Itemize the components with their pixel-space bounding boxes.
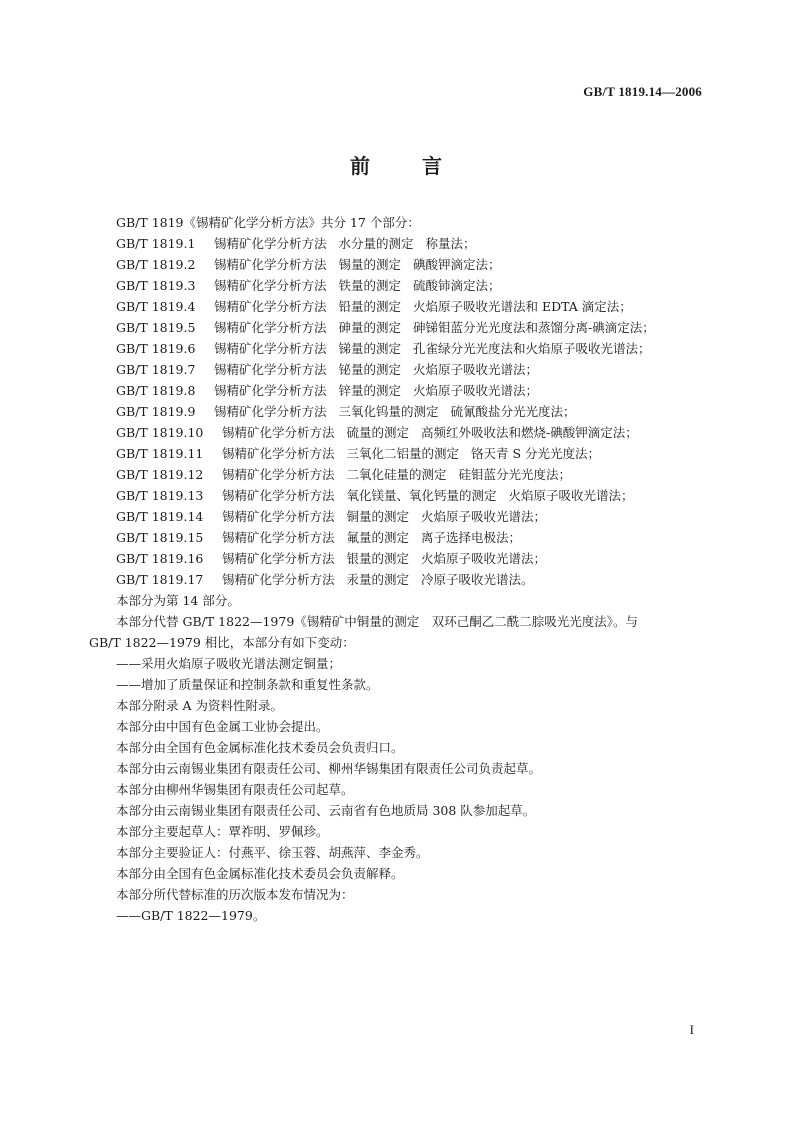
part-series-name: 锡精矿化学分析方法 xyxy=(222,488,335,503)
part-row xyxy=(89,275,709,296)
part-item: 水分量的测定 xyxy=(338,236,414,251)
part-row xyxy=(89,359,709,380)
part-item: 铁量的测定 xyxy=(338,278,402,293)
paragraph: 本部分由云南锡业集团有限责任公司、柳州华锡集团有限责任公司负责起草。 xyxy=(116,761,542,776)
part-series-name: 锡精矿化学分析方法 xyxy=(214,362,327,377)
part-item: 三氧化二铝量的测定 xyxy=(346,446,460,461)
paragraph: 本部分由全国有色金属标准化技术委员会负责归口。 xyxy=(116,740,404,755)
part-row xyxy=(89,443,709,464)
part-standard-number: GB/T 1819.9 xyxy=(116,404,196,419)
paragraph: 本部分为第 14 部分。 xyxy=(116,593,240,608)
part-row xyxy=(89,548,709,569)
part-row xyxy=(89,485,709,506)
part-standard-number: GB/T 1819.14 xyxy=(116,509,204,524)
part-standard-number: GB/T 1819.1 xyxy=(116,236,196,251)
part-standard-number: GB/T 1819.5 xyxy=(116,320,196,335)
history-item: ——GB/T 1822—1979。 xyxy=(116,908,266,923)
part-series-name: 锡精矿化学分析方法 xyxy=(222,446,335,461)
paragraph: 本部分附录 A 为资料性附录。 xyxy=(116,698,283,713)
part-method: 硫酸铈滴定法； xyxy=(413,278,501,293)
part-method: 火焰原子吸收光谱法； xyxy=(421,509,547,524)
part-series-name: 锡精矿化学分析方法 xyxy=(222,530,335,545)
part-row xyxy=(89,464,709,485)
part-standard-number: GB/T 1819.16 xyxy=(116,551,204,566)
page-title xyxy=(0,150,794,179)
part-method: 冷原子吸收光谱法。 xyxy=(421,572,534,587)
part-series-name: 锡精矿化学分析方法 xyxy=(214,404,327,419)
part-item: 砷量的测定 xyxy=(338,320,402,335)
part-item: 汞量的测定 xyxy=(346,572,410,587)
part-standard-number: GB/T 1819.2 xyxy=(116,257,196,272)
part-item: 氟量的测定 xyxy=(346,530,410,545)
part-method: 离子选择电极法； xyxy=(421,530,522,545)
paragraph: 本部分由云南锡业集团有限责任公司、云南省有色地质局 308 队参加起草。 xyxy=(116,803,536,818)
standard-number: GB/T 1819.14—2006 xyxy=(583,84,702,99)
part-method: 孔雀绿分光光度法和火焰原子吸收光谱法； xyxy=(413,341,651,356)
paragraph-continuation: GB/T 1822—1979 相比，本部分有如下变动： xyxy=(89,635,355,650)
part-series-name: 锡精矿化学分析方法 xyxy=(222,425,335,440)
part-method: 铬天青 S 分光光度法； xyxy=(471,446,601,461)
part-series-name: 锡精矿化学分析方法 xyxy=(222,467,335,482)
part-method: 硫氰酸盐分光光度法； xyxy=(450,404,576,419)
part-standard-number: GB/T 1819.4 xyxy=(116,299,196,314)
part-row xyxy=(89,380,709,401)
part-series-name: 锡精矿化学分析方法 xyxy=(222,509,335,524)
part-standard-number: GB/T 1819.3 xyxy=(116,278,196,293)
part-standard-number: GB/T 1819.15 xyxy=(116,530,204,545)
part-standard-number: GB/T 1819.13 xyxy=(116,488,204,503)
part-item: 氧化镁量、氧化钙量的测定 xyxy=(346,488,497,503)
document-body xyxy=(89,212,709,926)
change-item: ——采用火焰原子吸收光谱法测定铜量； xyxy=(116,656,342,671)
part-item: 铜量的测定 xyxy=(346,509,410,524)
part-row xyxy=(89,233,709,254)
paragraph: 本部分主要验证人：付燕平、徐玉蓉、胡燕萍、李金秀。 xyxy=(116,845,429,860)
part-standard-number: GB/T 1819.12 xyxy=(116,467,204,482)
part-method: 砷锑钼蓝分光光度法和蒸馏分离-碘滴定法； xyxy=(413,320,655,335)
part-series-name: 锡精矿化学分析方法 xyxy=(214,383,327,398)
part-method: 火焰原子吸收光谱法； xyxy=(413,383,539,398)
title-char-2: 言 xyxy=(422,154,444,178)
part-item: 三氧化钨量的测定 xyxy=(338,404,439,419)
change-item: ——增加了质量保证和控制条款和重复性条款。 xyxy=(116,677,379,692)
parts-list xyxy=(89,233,709,590)
part-series-name: 锡精矿化学分析方法 xyxy=(214,299,327,314)
part-series-name: 锡精矿化学分析方法 xyxy=(222,551,335,566)
part-standard-number: GB/T 1819.11 xyxy=(116,446,204,461)
intro-line: GB/T 1819《锡精矿化学分析方法》共分 17 个部分： xyxy=(116,215,420,230)
part-standard-number: GB/T 1819.10 xyxy=(116,425,204,440)
part-method: 碘酸钾滴定法； xyxy=(413,257,501,272)
paragraph: 本部分主要起草人：覃祚明、罗佩珍。 xyxy=(116,824,329,839)
part-item: 二氧化硅量的测定 xyxy=(346,467,447,482)
part-method: 火焰原子吸收光谱法和 EDTA 滴定法； xyxy=(413,299,632,314)
part-series-name: 锡精矿化学分析方法 xyxy=(214,278,327,293)
part-row xyxy=(89,527,709,548)
part-row xyxy=(89,296,709,317)
part-method: 高频红外吸收法和燃烧-碘酸钾滴定法； xyxy=(421,425,638,440)
part-item: 锡量的测定 xyxy=(338,257,402,272)
part-method: 称量法； xyxy=(425,236,476,251)
part-item: 铅量的测定 xyxy=(338,299,402,314)
part-standard-number: GB/T 1819.17 xyxy=(116,572,204,587)
part-method: 硅钼蓝分光光度法； xyxy=(458,467,572,482)
part-standard-number: GB/T 1819.6 xyxy=(116,341,196,356)
paragraph: 本部分代替 GB/T 1822—1979《锡精矿中铜量的测定 双环己酮乙二酰二腙吸光光度法》。与 xyxy=(116,614,639,629)
part-row xyxy=(89,422,709,443)
part-row xyxy=(89,254,709,275)
part-series-name: 锡精矿化学分析方法 xyxy=(214,236,327,251)
part-method: 火焰原子吸收光谱法； xyxy=(421,551,547,566)
part-series-name: 锡精矿化学分析方法 xyxy=(222,572,335,587)
part-row xyxy=(89,401,709,422)
paragraph: 本部分由柳州华锡集团有限责任公司起草。 xyxy=(116,782,354,797)
part-row xyxy=(89,569,709,590)
part-item: 锌量的测定 xyxy=(338,383,402,398)
page-number: I xyxy=(689,1022,694,1037)
part-series-name: 锡精矿化学分析方法 xyxy=(214,257,327,272)
part-row xyxy=(89,338,709,359)
paragraph: 本部分所代替标准的历次版本发布情况为： xyxy=(116,887,354,902)
part-item: 银量的测定 xyxy=(346,551,410,566)
part-standard-number: GB/T 1819.7 xyxy=(116,362,196,377)
part-method: 火焰原子吸收光谱法； xyxy=(413,362,539,377)
part-item: 硫量的测定 xyxy=(346,425,410,440)
title-char-1: 前 xyxy=(350,154,372,178)
part-method: 火焰原子吸收光谱法； xyxy=(508,488,634,503)
part-item: 铋量的测定 xyxy=(338,362,402,377)
part-series-name: 锡精矿化学分析方法 xyxy=(214,320,327,335)
part-item: 锑量的测定 xyxy=(338,341,402,356)
part-standard-number: GB/T 1819.8 xyxy=(116,383,196,398)
part-row xyxy=(89,317,709,338)
part-series-name: 锡精矿化学分析方法 xyxy=(214,341,327,356)
paragraph: 本部分由全国有色金属标准化技术委员会负责解释。 xyxy=(116,866,404,881)
paragraph: 本部分由中国有色金属工业协会提出。 xyxy=(116,719,329,734)
part-row xyxy=(89,506,709,527)
